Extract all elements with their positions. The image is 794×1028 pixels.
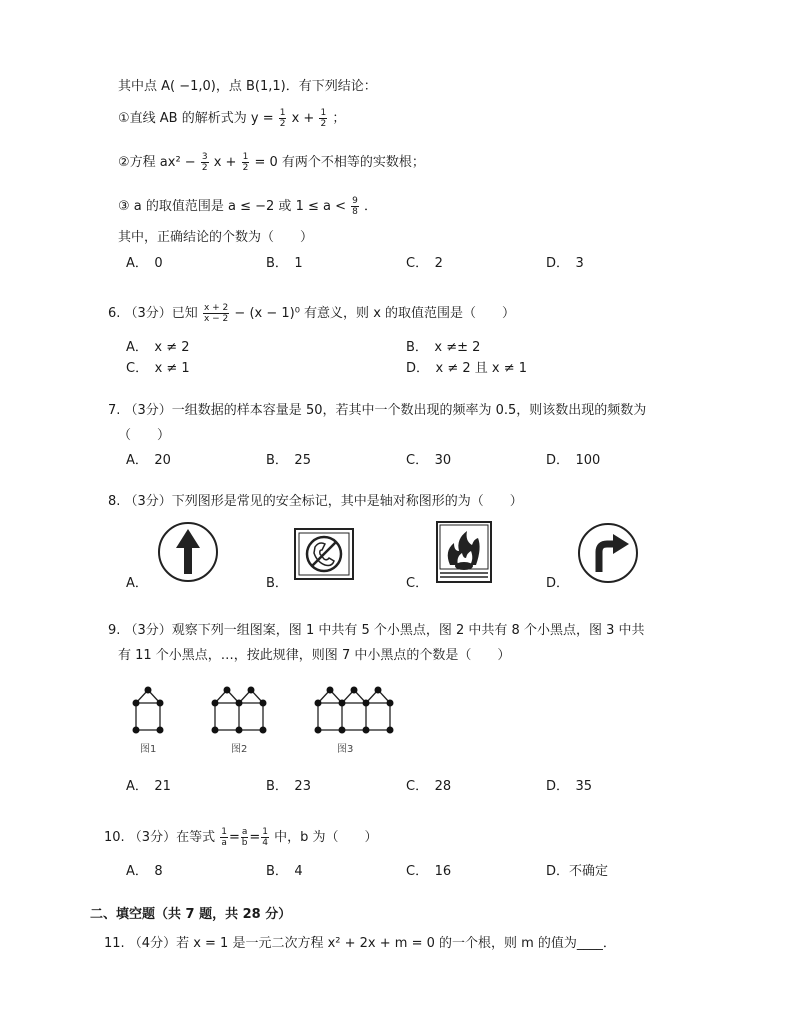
section-2-title: 二、填空题（共 7 题，共 28 分） [90,907,292,922]
q6-option-c[interactable]: C． x ≠ 1 [126,361,190,376]
conclusion-1-text: ①直线 AB 的解析式为 y = [118,111,274,126]
question-6-text: 6. （3分）已知 [108,306,198,321]
question-6-text-b: − (x − 1)⁰ 有意义，则 x 的取值范围是（ ） [234,306,516,321]
dot-pattern-figure-3 [310,682,396,736]
q9-option-c[interactable]: C． 28 [406,779,452,794]
fraction-three-halves: $\frac{3}{2}$ [201,152,208,173]
fraction-one-half: $\frac{1}{2}$ [279,108,286,129]
q8-option-c[interactable]: C． [406,576,429,591]
intro-question: 其中，正确结论的个数为（ ） [118,230,314,245]
figure-1-caption: 图1 [140,744,157,755]
intro-option-c[interactable]: C． 2 [406,256,443,271]
question-6 [108,303,515,324]
q10-option-c[interactable]: C． 16 [406,864,452,879]
fire-warning-sign-icon [436,521,492,583]
q7-option-a[interactable]: A． 20 [126,453,171,468]
conclusion-3-text-b: ． [364,199,378,214]
q9-option-b[interactable]: B． 23 [266,779,311,794]
q9-option-d[interactable]: D． 35 [546,779,593,794]
question-10: 10. （3分）在等式 $\frac{1}{a}$ = $\frac{a}{b}$ = $\frac{1}{4}$ 中，b 为（ ） [104,827,378,848]
fraction-1-over-a: $\frac{1}{a}$ [221,827,227,848]
conclusion-1-text-b: x + [291,111,315,126]
intro-line-1: 其中点 A( −1,0)，点 B(1,1)．有下列结论： [118,79,377,94]
intro-option-d[interactable]: D． 3 [546,256,584,271]
fraction-1-over-4: $\frac{1}{4}$ [262,827,269,848]
q6-option-b[interactable]: B． x ≠± 2 [406,340,481,355]
question-7-line-2: （ ） [118,428,171,443]
q7-option-b[interactable]: B． 25 [266,453,311,468]
q6-option-d[interactable]: D． x ≠ 2 且 x ≠ 1 [406,361,528,376]
fraction-one-half-2: $\frac{1}{2}$ [320,108,327,129]
q10-option-d[interactable]: D．不确定 [546,864,609,879]
q9-option-a[interactable]: A． 21 [126,779,171,794]
conclusion-3 [118,196,377,217]
figure-3-caption: 图3 [337,744,354,755]
q7-option-c[interactable]: C． 30 [406,453,452,468]
fraction-nine-eighths: $\frac{9}{8}$ [352,196,358,217]
fraction-q6: $\frac{x + 2}{x - 2}$ [203,303,229,324]
conclusion-1-text-c: ； [332,111,346,126]
q8-option-a[interactable]: A． [126,576,148,591]
q7-option-d[interactable]: D． 100 [546,453,601,468]
question-10-text-b: 中，b 为（ ） [274,830,378,845]
dot-pattern-figure-2 [206,682,272,736]
q10-option-b[interactable]: B． 4 [266,864,303,879]
q8-option-d[interactable]: D． [546,576,570,591]
q6-option-a[interactable]: A． x ≠ 2 [126,340,190,355]
q8-option-b[interactable]: B． [266,576,288,591]
question-8: 8. （3分）下列图形是常见的安全标记，其中是轴对称图形的为（ ） [108,494,523,509]
fraction-a-over-b: $\frac{a}{b}$ [241,827,248,848]
conclusion-2-text-c: = 0 有两个不相等的实数根； [254,155,425,170]
question-11: 11. （4分）若 x = 1 是一元二次方程 x² + 2x + m = 0 的一个根，则 m 的值为____． [104,936,616,951]
arrow-up-sign-icon [156,520,220,584]
intro-option-a[interactable]: A． 0 [126,256,163,271]
fraction-one-half-3: $\frac{1}{2}$ [242,152,249,173]
intro-option-b[interactable]: B． 1 [266,256,303,271]
conclusion-1 [118,108,345,129]
question-9-line-1: 9. （3分）观察下列一组图案，图 1 中共有 5 个小黑点，图 2 中共有 8 个小黑点，图 3 中共 [108,623,645,638]
figure-2-caption: 图2 [231,744,248,755]
conclusion-2-text-b: x + [213,155,237,170]
question-10-text: 10. （3分）在等式 [104,830,216,845]
dot-pattern-figure-1 [124,682,172,736]
conclusion-3-text: ③ a 的取值范围是 a ≤ −2 或 1 ≤ a < [118,199,346,214]
question-9-line-2: 有 11 个小黑点，…，按此规律，则图 7 中小黑点的个数是（ ） [118,648,511,663]
turn-right-sign-icon [577,522,639,584]
conclusion-2 [118,152,425,173]
question-7-line-1: 7. （3分）一组数据的样本容量是 50，若其中一个数出现的频率为 0.5，则该数出现的频数为 [108,403,647,418]
no-telephone-sign-icon [293,527,355,581]
conclusion-2-text: ②方程 ax² − [118,155,196,170]
q10-option-a[interactable]: A． 8 [126,864,163,879]
